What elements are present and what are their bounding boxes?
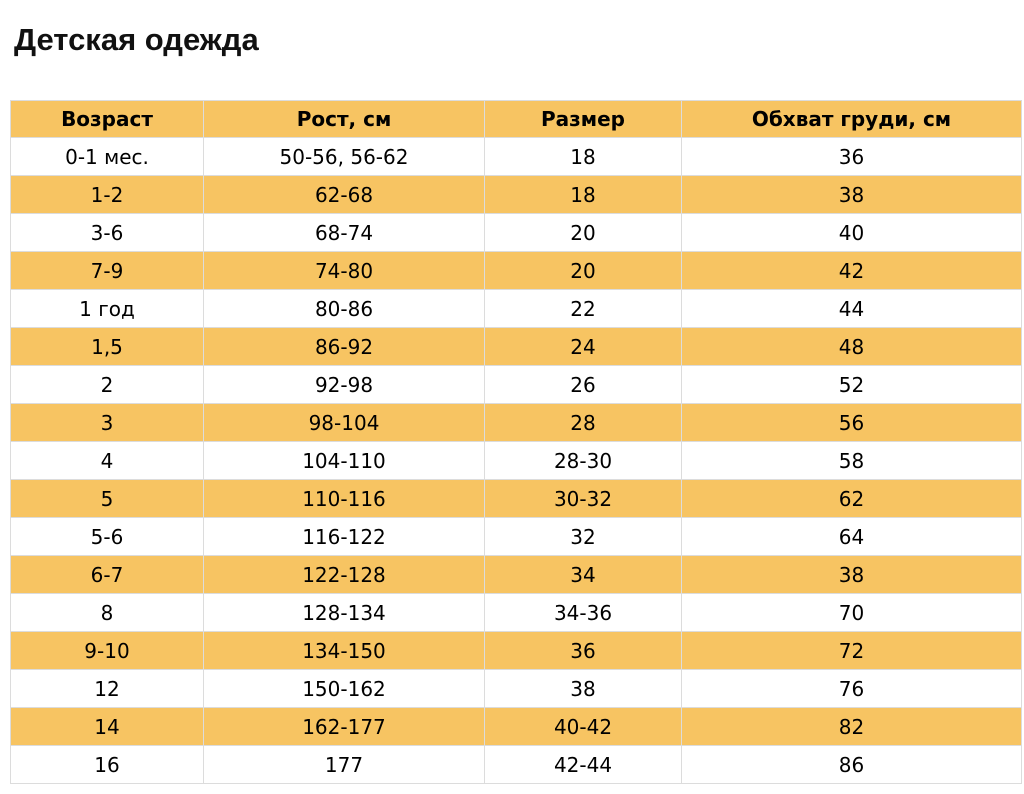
cell-height: 68-74 (204, 214, 485, 252)
cell-age: 8 (11, 594, 204, 632)
table-row (11, 632, 1022, 670)
cell-size: 26 (485, 366, 682, 404)
cell-age: 5-6 (11, 518, 204, 556)
cell-size: 24 (485, 328, 682, 366)
table-row (11, 594, 1022, 632)
cell-height: 128-134 (204, 594, 485, 632)
table-row (11, 480, 1022, 518)
cell-height: 116-122 (204, 518, 485, 556)
cell-height: 92-98 (204, 366, 485, 404)
table-row (11, 328, 1022, 366)
table-row (11, 670, 1022, 708)
table-row (11, 404, 1022, 442)
cell-age: 12 (11, 670, 204, 708)
table-row (11, 252, 1022, 290)
cell-chest: 44 (682, 290, 1022, 328)
header-age: Возраст (11, 101, 204, 138)
cell-size: 18 (485, 138, 682, 176)
header-height: Рост, см (204, 101, 485, 138)
cell-chest: 86 (682, 746, 1022, 784)
table-row (11, 442, 1022, 480)
cell-age: 3 (11, 404, 204, 442)
cell-size: 18 (485, 176, 682, 214)
cell-size: 34-36 (485, 594, 682, 632)
cell-size: 36 (485, 632, 682, 670)
cell-size: 22 (485, 290, 682, 328)
cell-age: 3-6 (11, 214, 204, 252)
cell-chest: 38 (682, 556, 1022, 594)
size-table (10, 100, 1022, 784)
cell-age: 2 (11, 366, 204, 404)
cell-chest: 38 (682, 176, 1022, 214)
cell-size: 42-44 (485, 746, 682, 784)
cell-height: 162-177 (204, 708, 485, 746)
table-row (11, 290, 1022, 328)
table-row (11, 518, 1022, 556)
cell-height: 98-104 (204, 404, 485, 442)
cell-height: 110-116 (204, 480, 485, 518)
cell-height: 177 (204, 746, 485, 784)
header-chest: Обхват груди, см (682, 101, 1022, 138)
cell-age: 1 год (11, 290, 204, 328)
header-size: Размер (485, 101, 682, 138)
cell-chest: 76 (682, 670, 1022, 708)
cell-chest: 52 (682, 366, 1022, 404)
cell-chest: 62 (682, 480, 1022, 518)
cell-chest: 40 (682, 214, 1022, 252)
cell-age: 1,5 (11, 328, 204, 366)
table-row (11, 746, 1022, 784)
cell-height: 150-162 (204, 670, 485, 708)
table-row (11, 708, 1022, 746)
table-row (11, 176, 1022, 214)
cell-size: 38 (485, 670, 682, 708)
cell-size: 34 (485, 556, 682, 594)
cell-height: 104-110 (204, 442, 485, 480)
cell-chest: 56 (682, 404, 1022, 442)
table-row (11, 138, 1022, 176)
table-row (11, 214, 1022, 252)
cell-size: 28-30 (485, 442, 682, 480)
cell-chest: 42 (682, 252, 1022, 290)
cell-height: 122-128 (204, 556, 485, 594)
cell-age: 5 (11, 480, 204, 518)
table-row (11, 556, 1022, 594)
page-title: Детская одежда (14, 22, 259, 57)
cell-size: 28 (485, 404, 682, 442)
cell-height: 62-68 (204, 176, 485, 214)
cell-age: 4 (11, 442, 204, 480)
cell-chest: 72 (682, 632, 1022, 670)
cell-age: 0-1 мес. (11, 138, 204, 176)
table-header-row (11, 101, 1022, 138)
cell-height: 86-92 (204, 328, 485, 366)
cell-age: 9-10 (11, 632, 204, 670)
cell-height: 80-86 (204, 290, 485, 328)
cell-height: 74-80 (204, 252, 485, 290)
cell-height: 50-56, 56-62 (204, 138, 485, 176)
cell-size: 32 (485, 518, 682, 556)
cell-chest: 36 (682, 138, 1022, 176)
cell-chest: 70 (682, 594, 1022, 632)
cell-chest: 58 (682, 442, 1022, 480)
cell-age: 16 (11, 746, 204, 784)
cell-size: 20 (485, 252, 682, 290)
table-row (11, 366, 1022, 404)
cell-age: 6-7 (11, 556, 204, 594)
cell-size: 40-42 (485, 708, 682, 746)
cell-chest: 48 (682, 328, 1022, 366)
cell-height: 134-150 (204, 632, 485, 670)
cell-age: 14 (11, 708, 204, 746)
cell-size: 30-32 (485, 480, 682, 518)
cell-size: 20 (485, 214, 682, 252)
cell-chest: 64 (682, 518, 1022, 556)
cell-age: 7-9 (11, 252, 204, 290)
cell-age: 1-2 (11, 176, 204, 214)
cell-chest: 82 (682, 708, 1022, 746)
